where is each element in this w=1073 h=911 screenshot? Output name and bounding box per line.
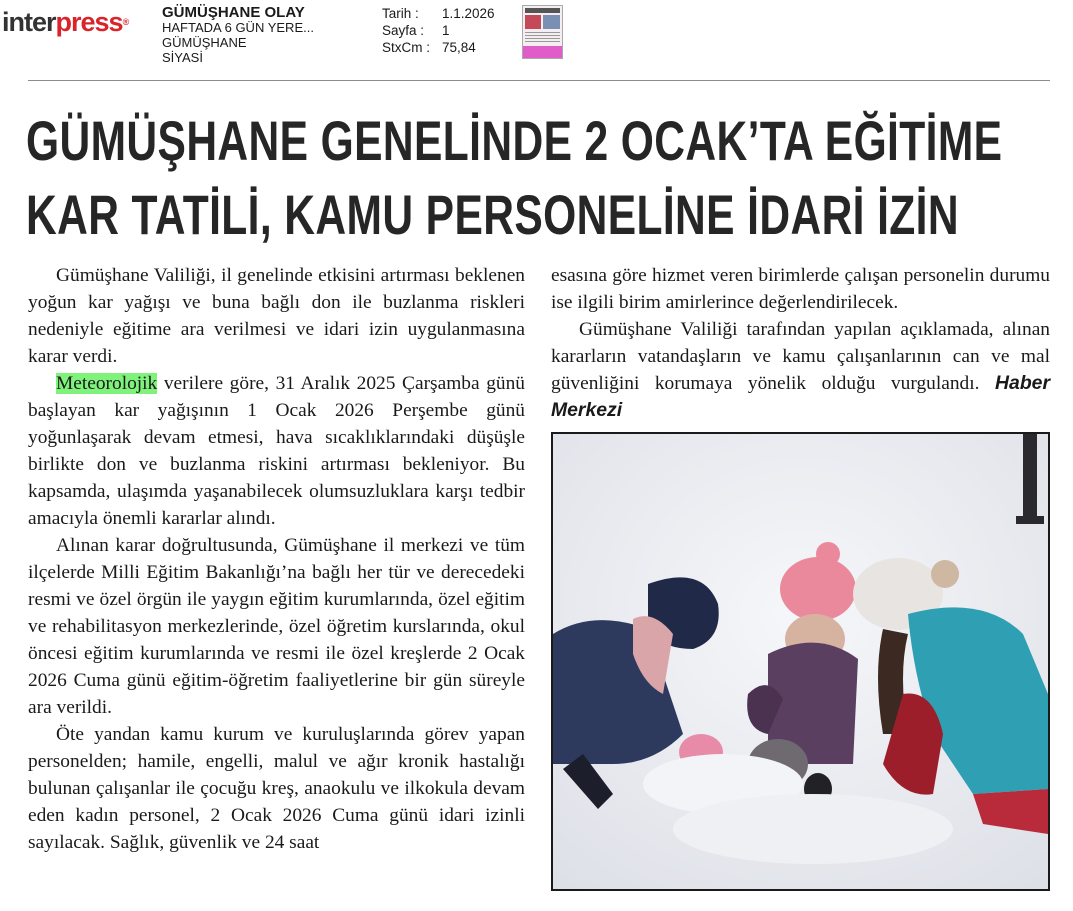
header-divider [28,80,1050,81]
paragraph-6: Gümüşhane Valiliği tarafından yapılan açıklamada, alınan kararların vatandaşların ve kamu çalışanlarının can ve mal güvenliğini korumaya yönelik olduğu vurgulandı. Haber Merkezi [551,319,1050,421]
article-column-2 [551,262,1050,424]
interpress-logo: interpress® [2,7,129,37]
paragraph-4: Öte yandan kamu kurum ve kuruluşlarında görev yapan personelden; hamile, engelli, malul ve ağır kronik hastalığı bulunan çalışanlar ile çocuğu kreş, anaokulu ve ilkokula devam eden kadın personel, 2 Ocak 2026 Cuma günü idari izinli sayılacak. Sağlık, güvenlik ve 24 saat [28,724,525,853]
paragraph-1: Gümüşhane Valiliği, il genelinde etkisini artırması beklenen yoğun kar yağışı ve buna bağlı don ile buzlanma riskleri nedeniyle eğitime ara verilmesi ve idari izin uygulanmasına karar verdi. [28,265,525,367]
publication-info [162,5,314,65]
meta-page: Sayfa : 1 [382,23,450,38]
headline-line-2: KAR TATİLİ, KAMU PERSONELİNE İDARİ İZİN [26,183,960,246]
headline [26,104,1003,252]
children-in-snow-image [553,434,1048,889]
clipping-header [0,0,1073,80]
publication-frequency: HAFTADA 6 GÜN YERE... [162,20,314,35]
publication-city: GÜMÜŞHANE [162,35,247,50]
clipping-meta [382,5,495,56]
page-thumbnail[interactable] [522,5,563,59]
publication-category: SİYASİ [162,50,203,65]
meta-stxcm: StxCm : 75,84 [382,40,476,55]
paragraph-5: esasına göre hizmet veren birimlerde çalışan personelin durumu ise ilgili birim amirlerince değerlendirilecek. [551,265,1050,313]
article-photo [551,432,1050,891]
publication-name: GÜMÜŞHANE OLAY [162,4,305,21]
article-column-1 [28,262,525,856]
paragraph-3: Alınan karar doğrultusunda, Gümüşhane il merkezi ve tüm ilçelerde Milli Eğitim Bakanlığı’na bağlı her tür ve derecedeki resmi ve özel örgün ile yaygın eğitim kurumlarında, özel eğitim ve rehabilitasyon merkezlerinde, özel öğretim kurslarında, okul öncesi eğitim kurumlarında ve resmi ile özel kreşlerde 2 Ocak 2026 Cuma günü eğitim-öğretim faaliyetlerine bir gün süreyle ara verildi. [28,535,525,718]
meta-date: Tarih : 1.1.2026 [382,6,495,21]
byline: Haber Merkezi [551,372,1050,421]
highlighted-term: Meteorolojik [56,373,158,394]
paragraph-2: Meteorolojik verilere göre, 31 Aralık 2025 Çarşamba günü başlayan kar yağışının 1 Ocak 2026 Perşembe günü yoğunlaşarak devam etmesi, hava sıcaklıklarındaki düşüşle birlikte don ve buzlanma riskini artırması bekleniyor. Bu kapsamda, ulaşımda yaşanabilecek olumsuzluklara karşı tedbir amacıyla önemli kararlar alındı. [28,373,525,529]
headline-line-1: GÜMÜŞHANE GENELİNDE 2 OCAK’TA EĞİTİME [26,109,1003,172]
